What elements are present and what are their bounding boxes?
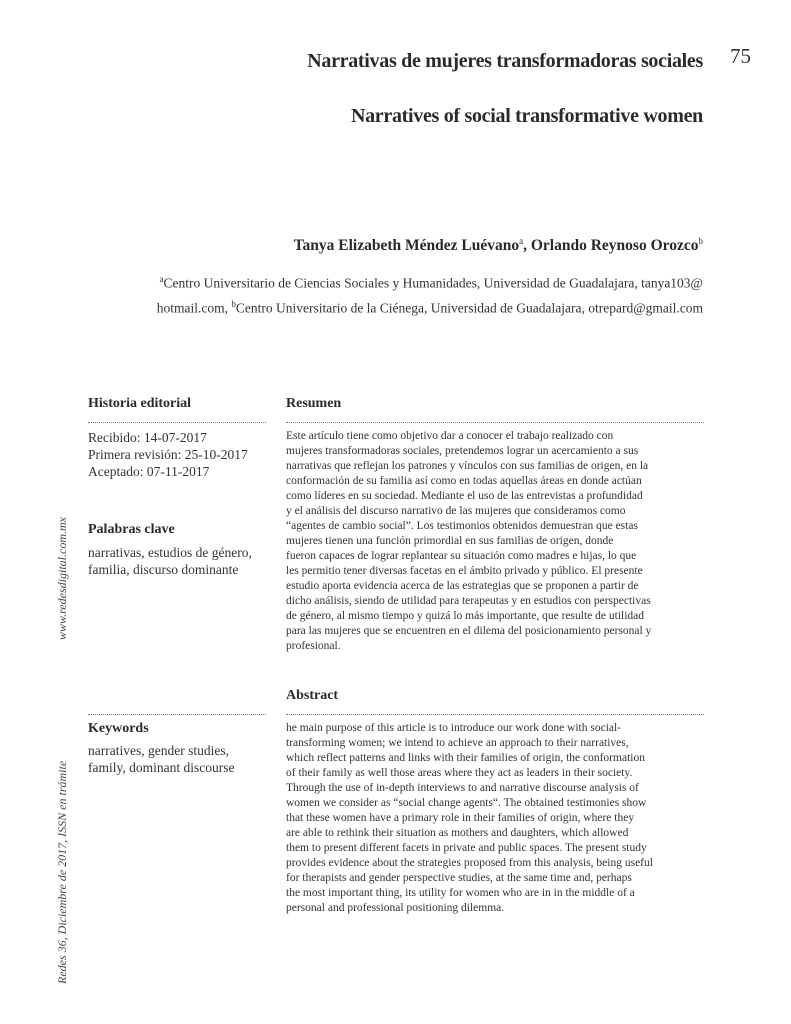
affiliation-mark: a bbox=[519, 236, 524, 246]
author-separator: , bbox=[523, 237, 531, 255]
resumen-line: mujeres tienen una función primordial en sus familias de origen, donde bbox=[286, 535, 614, 547]
resumen-line: dicho análisis, siendo de utilidad para terapeutas y en estudios con perspectivas bbox=[286, 595, 651, 607]
abstract-line: Through the use of in-depth interviews to and narrative discourse analysis of bbox=[286, 782, 639, 794]
author-name: Tanya Elizabeth Méndez Luévano bbox=[293, 237, 520, 255]
resumen-line: de género, al mismo tiempo y quizá lo más importante, que resulte de utilidad bbox=[286, 610, 645, 622]
palabras-clave-text bbox=[88, 544, 252, 578]
keywords-line: family, dominant discourse bbox=[88, 760, 235, 775]
abstract-line: provides evidence about the strategies proposed from this analysis, being useful bbox=[286, 857, 653, 869]
article-title-english: Narratives of social transformative women bbox=[350, 105, 703, 127]
resumen-line: como líderes en su sociedad. Mediante el uso de las entrevistas a profundidad bbox=[286, 490, 643, 502]
resumen-line: para las mujeres que se encuentren en el dilema del posicionamiento personal y bbox=[286, 625, 652, 637]
history-divider bbox=[88, 422, 266, 423]
abstract-line: them to present different facets in private and public spaces. The present study bbox=[286, 842, 647, 854]
abstract-heading: Abstract bbox=[286, 688, 339, 703]
resumen-line: estudio aporta evidencia acerca de las estrategias que se proponen a partir de bbox=[286, 580, 639, 592]
sidebar-website: www.redesdigital.com.mx bbox=[55, 517, 69, 640]
first-revision-date: Primera revisión: 25-10-2017 bbox=[88, 447, 248, 462]
keywords-line: narratives, gender studies, bbox=[88, 743, 229, 758]
affiliation-text: Centro Universitario de Ciencias Sociales y Humanidades, Universidad de Guadalajara, tanya103@ bbox=[163, 275, 703, 291]
abstract-line: for therapists and gender perspective studies, at the same time and, perhaps bbox=[286, 872, 632, 884]
history-heading: Historia editorial bbox=[88, 396, 192, 411]
keywords-heading: Keywords bbox=[88, 721, 149, 736]
resumen-line: fueron capaces de lograr replantear su situación como madres e hijas, lo que bbox=[286, 550, 637, 562]
resumen-line: profesional. bbox=[286, 640, 341, 652]
abstract-line: transforming women; we intend to achieve an approach to their narratives, bbox=[286, 737, 629, 749]
resumen-heading: Resumen bbox=[286, 396, 342, 411]
palabras-clave-line: familia, discurso dominante bbox=[88, 562, 239, 577]
keywords-text bbox=[88, 742, 234, 776]
keywords-divider bbox=[88, 714, 266, 715]
resumen-line: narrativas que reflejan los patrones y vínculos con sus familias de origen, en la bbox=[286, 460, 649, 472]
abstract-line: personal and professional positioning dilemma. bbox=[286, 902, 505, 914]
abstract-body bbox=[286, 721, 653, 916]
abstract-line: are able to rethink their situation as mothers and daughters, which allowed bbox=[286, 827, 629, 839]
affiliations bbox=[103, 269, 703, 318]
abstract-line: of their family as well those areas where they act as leaders in their society. bbox=[286, 767, 633, 779]
abstract-line: the most important thing, its utility for women who are in in the middle of a bbox=[286, 887, 635, 899]
received-date: Recibido: 14-07-2017 bbox=[88, 430, 207, 445]
page-number: 75 bbox=[730, 44, 751, 68]
palabras-clave-heading: Palabras clave bbox=[88, 522, 175, 537]
resumen-body bbox=[286, 429, 651, 654]
author-line bbox=[294, 236, 703, 255]
abstract-line: he main purpose of this article is to introduce our work done with social- bbox=[286, 722, 622, 734]
article-title-spanish: Narrativas de mujeres transformadoras sociales bbox=[307, 50, 703, 72]
affiliation-mark: b bbox=[231, 298, 236, 309]
resumen-line: conformación de su familia así como en todas aquellas áreas en donde actúan bbox=[286, 475, 642, 487]
resumen-line: y el análisis del discurso narrativo de las mujeres que consideramos como bbox=[286, 505, 626, 517]
abstract-line: which reflect patterns and links with their families of origin, the conformation bbox=[286, 752, 645, 764]
abstract-line: that these women have a primary role in their families of origin, where they bbox=[286, 812, 635, 824]
affiliation-text: hotmail.com, bbox=[156, 300, 232, 315]
resumen-divider bbox=[286, 422, 704, 423]
author-name: Orlando Reynoso Orozco bbox=[530, 237, 699, 255]
affiliation-line-1 bbox=[103, 269, 703, 294]
palabras-clave-line: narrativas, estudios de género, bbox=[88, 545, 252, 560]
accepted-date: Aceptado: 07-11-2017 bbox=[88, 464, 210, 479]
affiliation-mark: b bbox=[698, 236, 703, 246]
abstract-divider bbox=[286, 714, 704, 715]
resumen-line: “agentes de cambio social”. Los testimonios obtenidos demuestran que estas bbox=[286, 520, 638, 532]
abstract-line: women we consider as “social change agents“. The obtained testimonies show bbox=[286, 797, 647, 809]
history-dates bbox=[88, 429, 248, 480]
sidebar-journal-info: Redes 36, Diciembre de 2017, ISSN en trámite bbox=[55, 760, 69, 984]
affiliation-line-2 bbox=[103, 294, 703, 319]
resumen-line: mujeres transformadoras sociales, pretendemos lograr un acercamiento a sus bbox=[286, 445, 639, 457]
affiliation-text: Centro Universitario de la Ciénega, Universidad de Guadalajara, otrepard@gmail.com bbox=[235, 300, 703, 315]
affiliation-mark: a bbox=[159, 274, 164, 284]
resumen-line: les permitio tener diversas facetas en el ámbito privado y público. El presente bbox=[286, 565, 643, 577]
resumen-line: Este artículo tiene como objetivo dar a conocer el trabajo realizado con bbox=[286, 430, 614, 442]
